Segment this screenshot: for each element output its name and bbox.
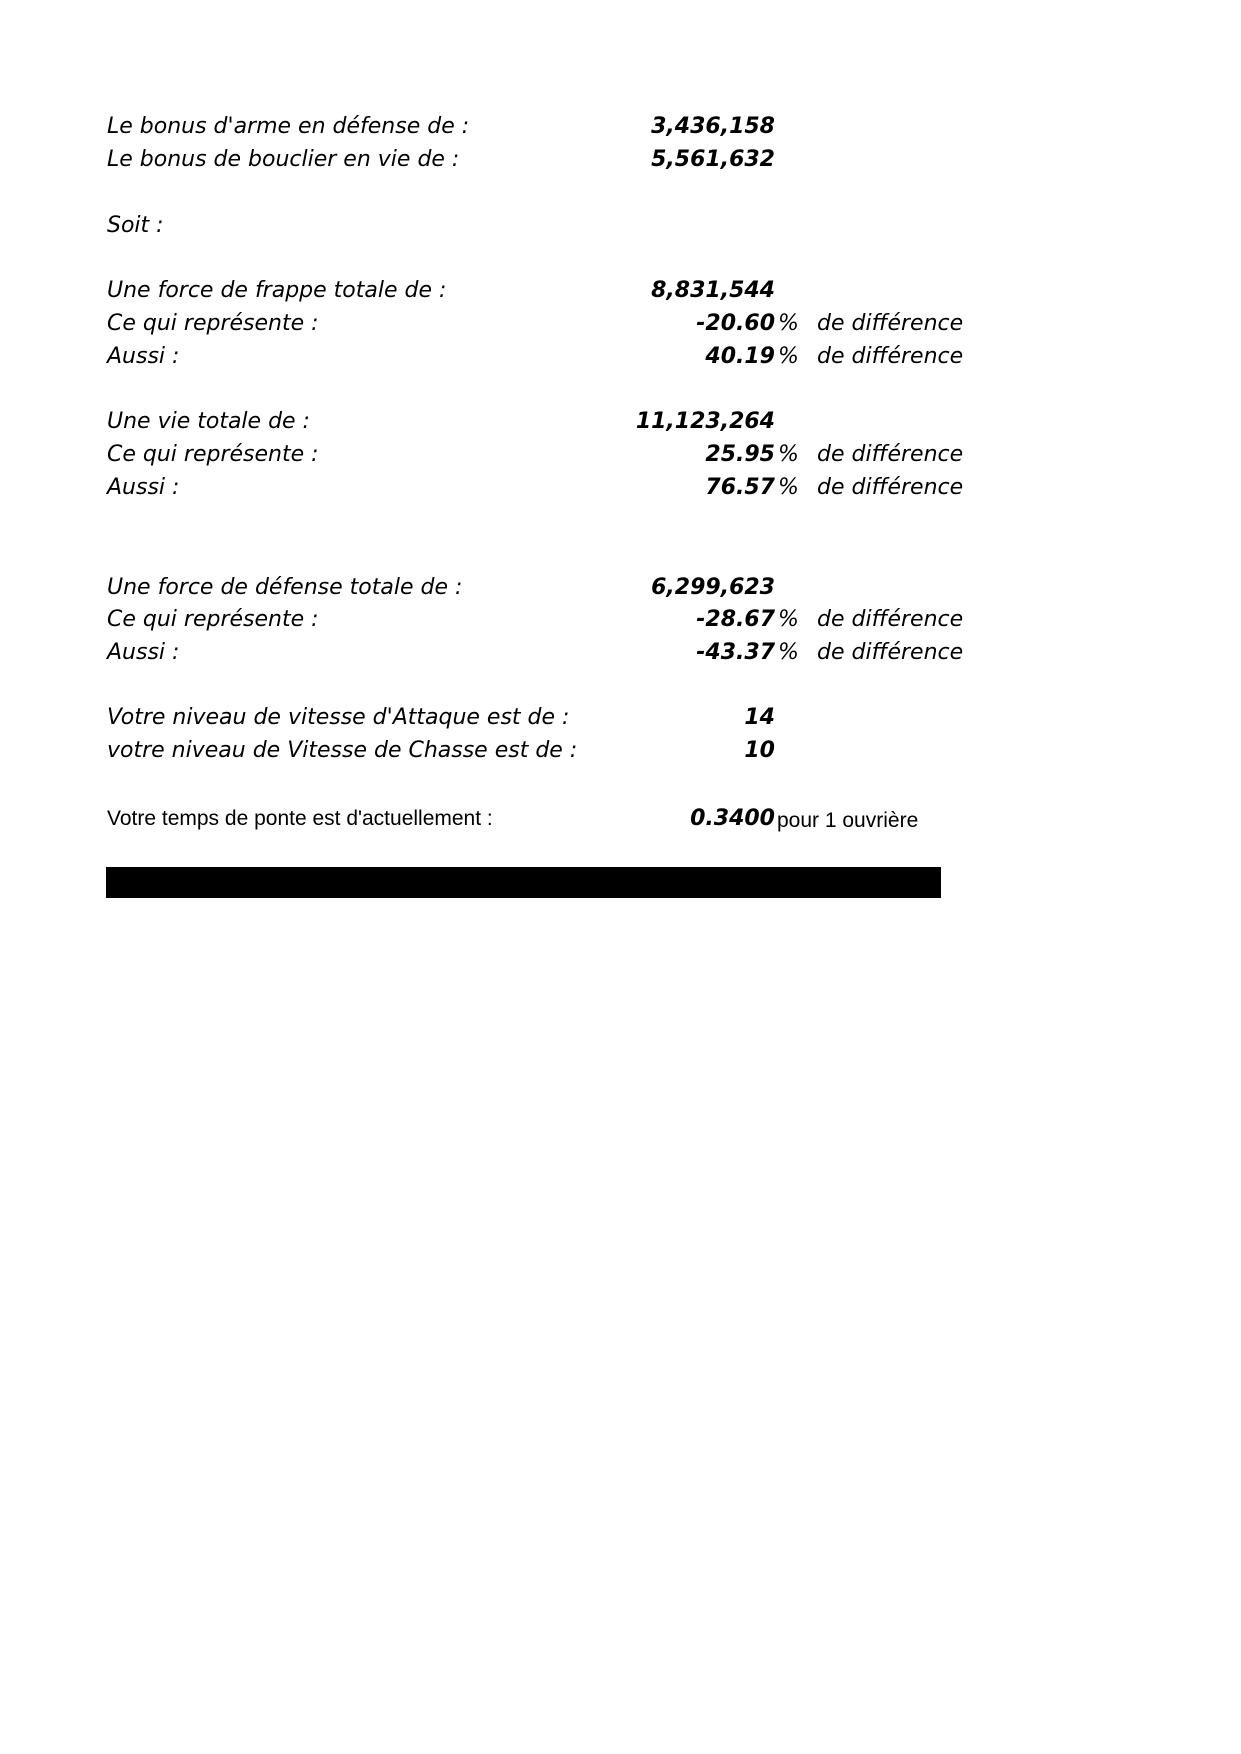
vitesse-chasse-value: 10 <box>744 738 775 763</box>
bonus-arme-row <box>0 111 1241 143</box>
vie-diff-value-2: 76.57 <box>705 475 775 500</box>
vie-diff-label-2: Aussi : <box>107 475 180 500</box>
frappe-diff-label-1: Ce qui représente : <box>107 311 319 336</box>
bonus-bouclier-label: Le bonus de bouclier en vie de : <box>107 147 460 172</box>
vie-total-value: 11,123,264 <box>635 409 775 434</box>
difference-note: de différence <box>817 311 964 336</box>
frappe-diff-row-1 <box>0 308 1241 340</box>
frappe-diff-value-1: -20.60 <box>696 311 775 336</box>
bonus-arme-label: Le bonus d'arme en défense de : <box>107 114 470 139</box>
percent-unit: % <box>778 475 799 500</box>
defense-diff-label-1: Ce qui représente : <box>107 607 319 632</box>
defense-diff-label-2: Aussi : <box>107 640 180 665</box>
soit-label: Soit : <box>107 213 164 238</box>
difference-note: de différence <box>817 344 964 369</box>
vie-diff-row-2 <box>0 472 1241 504</box>
vitesse-chasse-label: votre niveau de Vitesse de Chasse est de : <box>107 738 578 763</box>
defense-total-label: Une force de défense totale de : <box>107 575 463 600</box>
ponte-label: Votre temps de ponte est d'actuellement : <box>107 807 493 830</box>
percent-unit: % <box>778 442 799 467</box>
vitesse-attaque-value: 14 <box>744 705 775 730</box>
difference-note: de différence <box>817 475 964 500</box>
vie-total-row <box>0 406 1241 438</box>
difference-note: de différence <box>817 607 964 632</box>
difference-note: de différence <box>817 640 964 665</box>
frappe-diff-value-2: 40.19 <box>705 344 775 369</box>
vie-total-label: Une vie totale de : <box>107 409 310 434</box>
vitesse-chasse-row <box>0 735 1241 767</box>
ponte-suffix: pour 1 ouvrière <box>777 809 919 832</box>
defense-diff-value-1: -28.67 <box>696 607 775 632</box>
vie-diff-value-1: 25.95 <box>705 442 775 467</box>
soit-row <box>0 210 1241 242</box>
defense-diff-row-1 <box>0 604 1241 636</box>
vitesse-attaque-label: Votre niveau de vitesse d'Attaque est de : <box>107 705 570 730</box>
black-divider-bar <box>106 867 941 898</box>
vitesse-attaque-row <box>0 702 1241 734</box>
difference-note: de différence <box>817 442 964 467</box>
frappe-diff-label-2: Aussi : <box>107 344 180 369</box>
defense-diff-value-2: -43.37 <box>696 640 775 665</box>
bonus-bouclier-value: 5,561,632 <box>651 147 775 172</box>
defense-diff-row-2 <box>0 637 1241 669</box>
frappe-total-row <box>0 275 1241 307</box>
vie-diff-row-1 <box>0 439 1241 471</box>
bonus-bouclier-row <box>0 144 1241 176</box>
defense-total-value: 6,299,623 <box>651 575 775 600</box>
percent-unit: % <box>778 607 799 632</box>
defense-total-row <box>0 572 1241 604</box>
percent-unit: % <box>778 640 799 665</box>
frappe-total-value: 8,831,544 <box>651 278 775 303</box>
frappe-total-label: Une force de frappe totale de : <box>107 278 447 303</box>
ponte-value: 0.3400 <box>690 806 775 831</box>
bonus-arme-value: 3,436,158 <box>651 114 775 139</box>
percent-unit: % <box>778 311 799 336</box>
ponte-row <box>0 803 1241 835</box>
vie-diff-label-1: Ce qui représente : <box>107 442 319 467</box>
frappe-diff-row-2 <box>0 341 1241 373</box>
percent-unit: % <box>778 344 799 369</box>
